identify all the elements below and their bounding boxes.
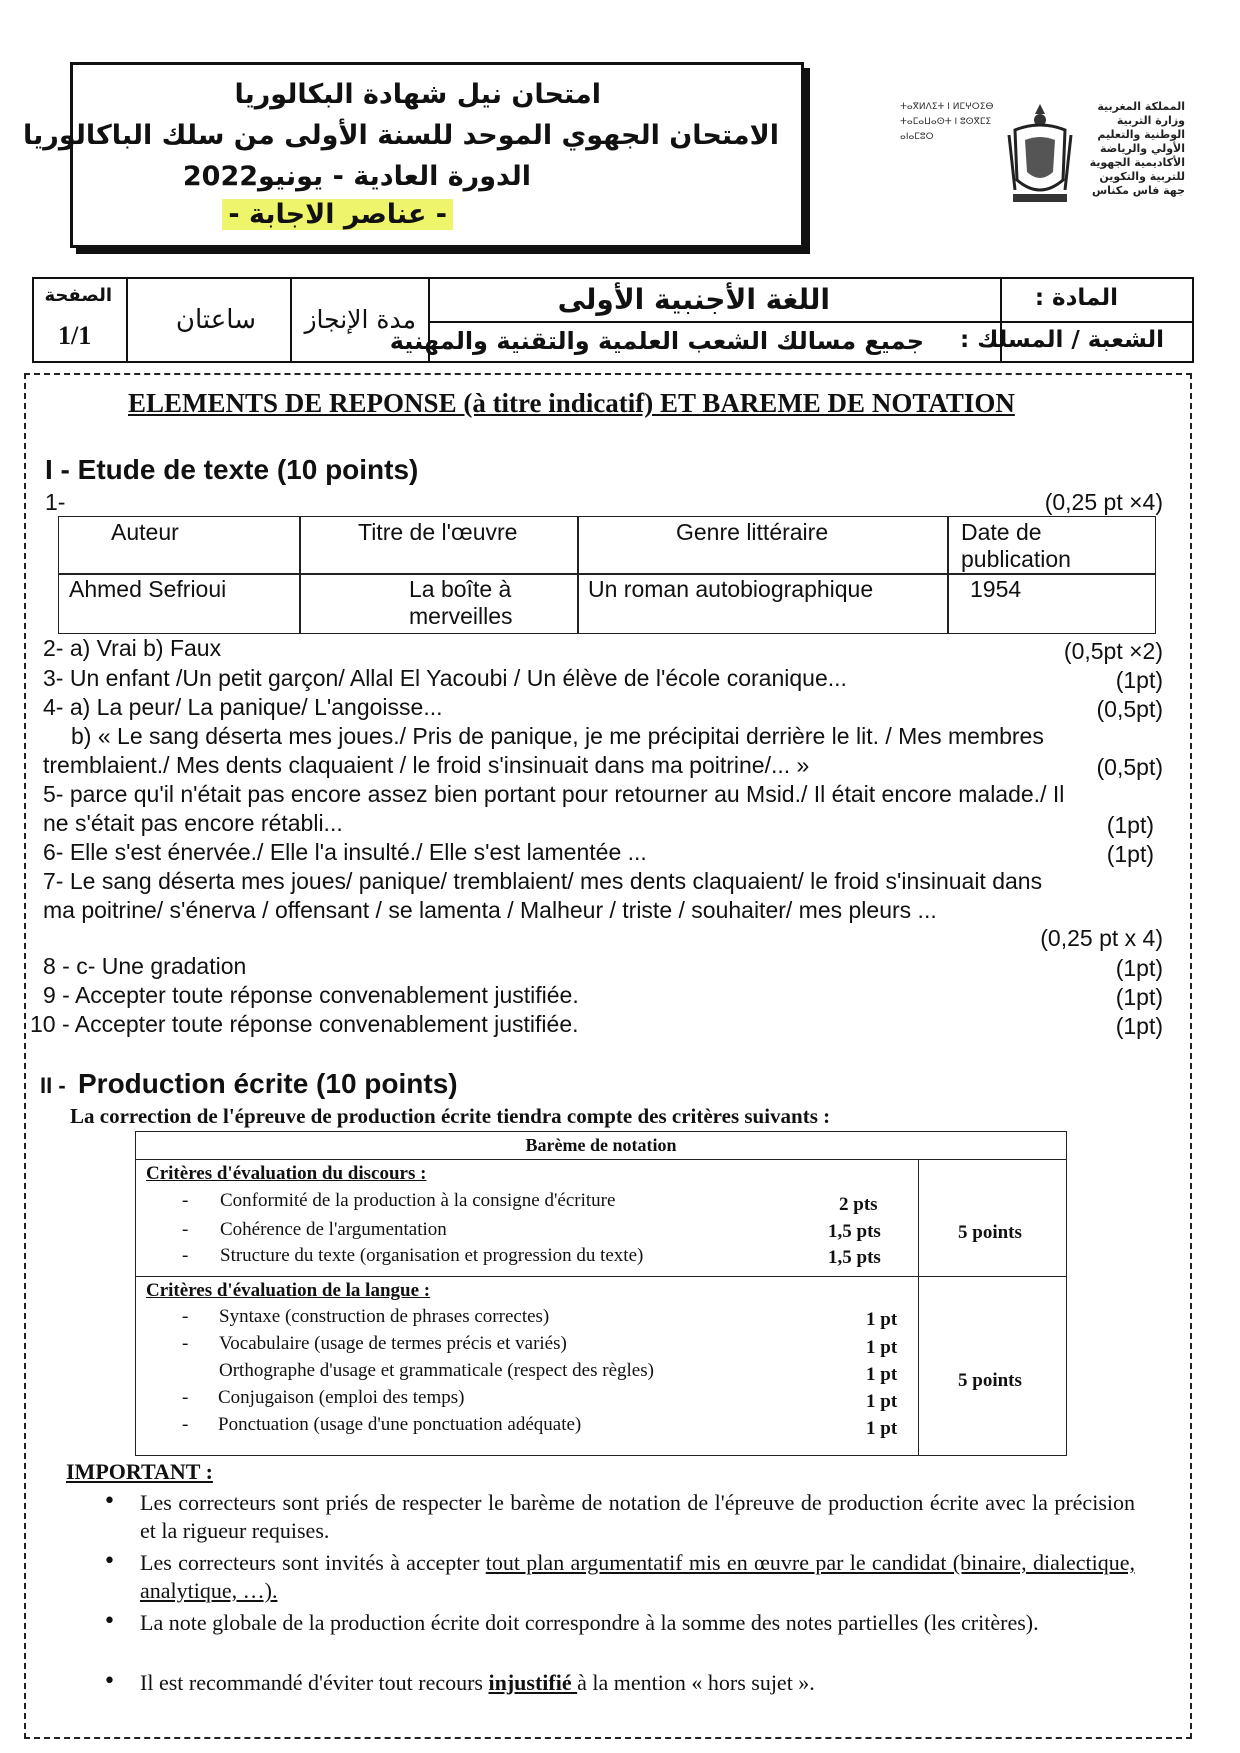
answer-2-points: (0,5pt ×2) [1063,638,1163,664]
important-item-2 [140,1549,1135,1605]
dash: - [182,1387,189,1408]
answer-9-points: (1pt) [1115,984,1163,1010]
bullet-icon: • [103,1549,116,1574]
answer-4b-points: (0,5pt) [1096,754,1163,780]
royal-emblem-icon [1005,100,1075,210]
important-item-2-underlined: tout plan argumentatif mis en œuvre par le candidat (binaire, dialectique, analytique, …). [140,1550,1135,1603]
important-item-1: Les correcteurs sont priés de respecter le barème de notation de l'épreuve de production écrite avec la précision et la rigueur requises. [140,1490,1135,1543]
answer-7-points: (0,25 pt x 4) [1040,925,1163,951]
langue-item-2: Vocabulaire (usage de termes précis et variés) [219,1333,567,1354]
important-item-4-emphasis: injustifié [488,1670,578,1695]
answer-8: 8 - c- Une gradation [43,953,247,979]
langue-item-1: Syntaxe (construction de phrases correctes) [219,1306,550,1327]
answer-2: 2- a) Vrai b) Faux [43,635,222,661]
header-line-2: الامتحان الجهوي الموحد للسنة الأولى من سلك الباكالوريا [23,120,779,151]
header-line-3: الدورة العادية - يونيو2022 [182,161,531,192]
answer-5-line1: 5- parce qu'il n'était pas encore assez bien portant pour retourner au Msid./ Il était encore malade./ Il [43,781,1065,807]
discours-total: 5 points [958,1222,1022,1243]
page-title: ELEMENTS DE REPONSE (à titre indicatif) ET BAREME DE NOTATION [128,388,1015,418]
table-cell: 1954 [947,573,1156,634]
bullet-icon: • [103,1609,116,1634]
discours-item-3-pts: 1,5 pts [828,1247,881,1268]
dash: - [182,1306,189,1327]
answer-10: 10 - Accepter toute réponse convenablement justifiée. [30,1011,579,1037]
langue-item-5-pts: 1 pt [866,1418,898,1439]
dash: - [182,1219,189,1240]
ministry-arabic-text: المملكة المغربية وزارة التربية الوطنية والتعليم الأولي والرياضة الأكاديمية الجهوية للتربية والتكوين جهة فاس مكناس [1089,100,1185,197]
q1-table [58,516,1156,634]
duration-value: ساعتان [175,305,256,335]
q1-points: (0,25 pt ×4) [1044,489,1163,515]
answer-9: 9 - Accepter toute réponse convenablement justifiée. [43,982,579,1008]
header-answer-key-label: - عناصر الاجابة - [222,199,453,230]
bareme-table [135,1131,1067,1456]
table-header: Date de publication [947,516,1156,575]
important-item-4-end: à la mention « hors sujet ». [577,1670,815,1695]
answer-4a: 4- a) La peur/ La panique/ L'angoisse... [43,694,443,720]
tifinagh-ministry-text: ⵜⴰⴳⵍⴷⵉⵜ ⵏ ⵍⵎⵖⵔⵉⴱ ⵜⴰⵎⴰⵡⴰⵙⵜ ⵏ ⵓⵙⴳⵎⵉ ⴰⵏⴰⵎⵓⵔ [900,102,994,142]
section-2-title: Production écrite (10 points) [78,1068,458,1099]
langue-title: Critères d'évaluation de la langue : [146,1280,431,1301]
langue-item-4-pts: 1 pt [866,1391,898,1412]
answer-6-points: (1pt) [1106,841,1154,867]
bareme-title: Barème de notation [525,1135,677,1155]
answer-4b-line2: tremblaient./ Mes dents claquaient / le froid s'insinuait dans ma poitrine/... » [43,752,810,778]
answer-5-points: (1pt) [1106,812,1154,838]
section-2-prefix: II - [40,1073,66,1098]
answer-3: 3- Un enfant /Un petit garçon/ Allal El Yacoubi / Un élève de l'école coranique... [43,665,847,691]
subject-label-cell [1000,277,1194,323]
answer-5-line2: ne s'était pas encore rétabli... [43,810,343,836]
page-value: 1/1 [58,321,92,350]
answer-4b-line1: b) « Le sang déserta mes joues./ Pris de panique, je me précipitai derrière le lit. / Mes membres [71,723,1044,749]
duration-value-cell [126,277,292,363]
langue-total: 5 points [958,1370,1022,1391]
table-header: Titre de l'œuvre [299,516,579,575]
answer-10-points: (1pt) [1115,1013,1163,1039]
important-item-4 [140,1669,1135,1697]
dash: - [182,1245,189,1266]
discours-title: Critères d'évaluation du discours : [146,1163,427,1184]
langue-item-1-pts: 1 pt [866,1309,898,1330]
discours-item-2-pts: 1,5 pts [828,1221,881,1242]
important-title: IMPORTANT : [66,1459,213,1484]
important-item-2-text: Les correcteurs sont invités à accepter [140,1550,486,1575]
langue-item-5: Ponctuation (usage d'une ponctuation adéquate) [218,1414,582,1435]
page-cell [32,277,128,363]
subject-value-cell [428,277,1002,323]
langue-item-4: Conjugaison (emploi des temps) [218,1387,465,1408]
track-value-cell [389,321,1002,363]
exam-header-box [23,62,804,248]
discours-item-1: Conformité de la production à la consigne d'écriture [220,1190,616,1211]
langue-item-3: Orthographe d'usage et grammaticale (respect des règles) [219,1360,654,1381]
answer-7-line2: ma poitrine/ s'énerva / offensant / se lamenta / Malheur / triste / souhaiter/ mes pleurs ... [43,897,937,923]
answer-3-points: (1pt) [1115,667,1163,693]
track-value: جميع مسالك الشعب العلمية والتقنية والمهنية [389,327,924,355]
answer-4a-points: (0,5pt) [1096,696,1163,722]
subject-label: المادة : [1034,285,1118,311]
table-header: Genre littéraire [577,516,949,575]
table-cell: La boîte à merveilles [299,573,579,634]
table-header: Auteur [58,516,301,575]
langue-item-3-pts: 1 pt [866,1364,898,1385]
discours-item-1-pts: 2 pts [839,1194,878,1215]
bullet-icon: • [103,1489,116,1514]
dash: - [182,1190,189,1211]
page-label: الصفحة [44,285,112,306]
section-1-title: I - Etude de texte (10 points) [45,454,419,485]
track-label: الشعبة / المسلك : [959,327,1164,353]
answer-8-points: (1pt) [1115,955,1163,981]
bullet-icon: • [103,1669,116,1694]
table-cell: Un roman autobiographique [577,573,949,634]
header-line-1: امتحان نيل شهادة البكالوريا [234,79,601,110]
answer-7-line1: 7- Le sang déserta mes joues/ panique/ tremblaient/ mes dents claquaient/ le froid s'insinuait dans [43,868,1043,894]
dash: - [182,1414,189,1435]
discours-item-2: Cohérence de l'argumentation [220,1219,447,1240]
important-item-4-text: Il est recommandé d'éviter tout recours [140,1670,489,1695]
duration-label: مدة الإنجاز [304,305,416,334]
track-label-cell [959,321,1194,363]
answer-6: 6- Elle s'est énervée./ Elle l'a insulté./ Elle s'est lamentée ... [43,839,647,865]
table-cell: Ahmed Sefrioui [58,573,301,634]
langue-item-2-pts: 1 pt [866,1337,898,1358]
q1-number: 1- [45,489,66,515]
subject-value: اللغة الأجنبية الأولى [557,283,830,316]
important-item-3: La note globale de la production écrite doit correspondre à la somme des notes partielles (les critères). [140,1610,1039,1635]
section-2-intro: La correction de l'épreuve de production écrite tiendra compte des critères suivants : [70,1104,831,1128]
subject-info-table [32,277,1194,367]
discours-item-3: Structure du texte (organisation et progression du texte) [220,1245,644,1266]
dash: - [182,1333,189,1354]
